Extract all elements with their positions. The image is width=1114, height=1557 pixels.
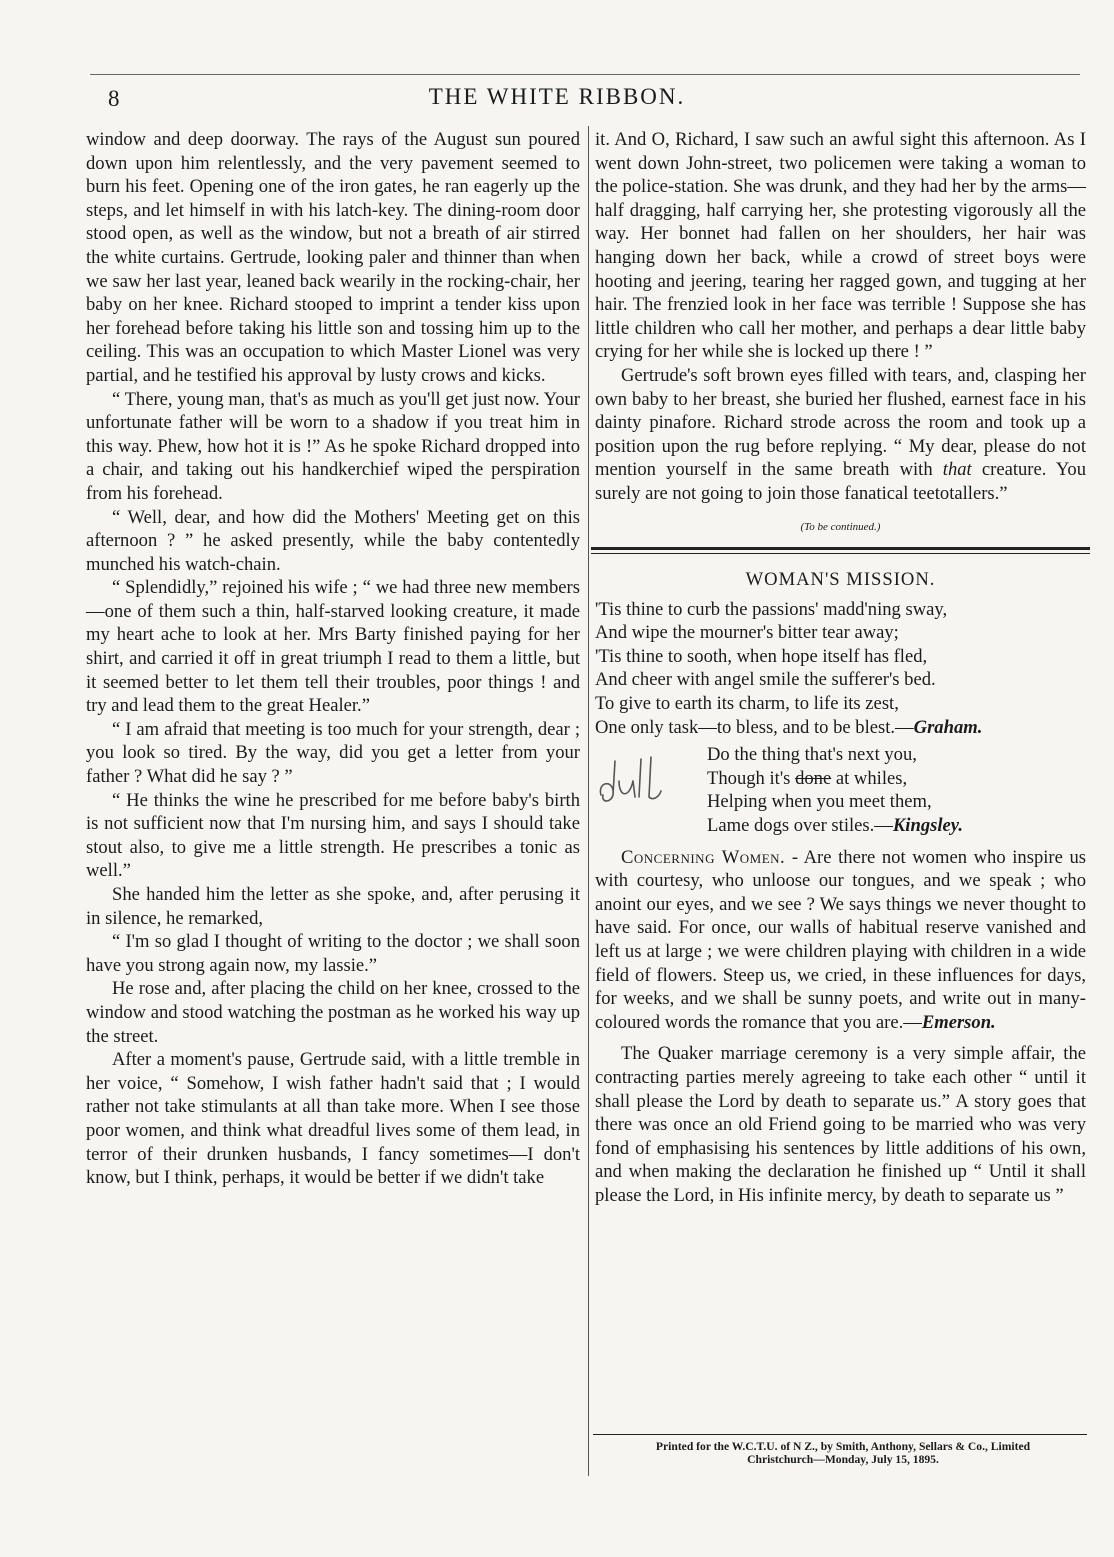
- verse-line-text: Lame dogs over stiles.—: [707, 815, 893, 837]
- emerson-attribution: Emerson.: [921, 1011, 996, 1033]
- paragraph-text-end: creature. You surely are not going to join those fanatical teetotallers.”: [595, 459, 1087, 504]
- struck-word: done: [795, 767, 832, 789]
- quaker-paragraph: The Quaker marriage ceremony is a very simple affair, the contracting parties merely agreeing to take each other “ until it shall please the Lord by death to separate us.” A story goes that there was once an old Friend going to be married who was very fond of emphasising his sentences by little additions of his own, and when making the declaration he finished up “ Until it shall please the Lord, in His infinite mercy, by death to separate us ”: [595, 1043, 1086, 1206]
- verse-line: [707, 814, 1086, 838]
- poem-line-text: One only task—to bless, and to be blest.—: [595, 716, 914, 738]
- poem-title: WOMAN'S MISSION.: [745, 569, 936, 591]
- verse-kingsley: [707, 743, 1086, 837]
- imprint-line-1: Printed for the W.C.T.U. of N Z., by Smith, Anthony, Sellars & Co., Limited: [655, 1440, 1031, 1453]
- paragraph: After a moment's pause, Gertrude said, with a little tremble in her voice, “ Somehow, I wish father hadn't said that ; I would rather not take stimulants at all than take more. When I see those poor women, and think what dreadful lives some of them lead, in terror of their drunken husbands, I fancy sometimes—I don't know, but I think, perhaps, it would be better if we didn't take: [86, 1049, 580, 1189]
- paragraph: “ There, young man, that's as much as you'll get just now. Your unfortunate father will be worn to a shadow if you treat him in this way. Phew, how hot it is !” As he spoke Richard dropped into a chair, and taking out his handkerchief wiped the perspiration from his forehead.: [86, 388, 580, 504]
- to-be-continued: (To be continued.): [800, 520, 881, 533]
- paragraph: “ Splendidly,” rejoined his wife ; “ we had three new members—one of them such a thin, half-starved looking creature, it made my heart ache to look at her. Mrs Barty finished paying for her shirt, and carried it off in great triumph I read to them a little, but it seemed better to let them tell their troubles, poor things ! and try and lead them to the great Healer.”: [86, 577, 580, 717]
- poem-attribution: Graham.: [913, 716, 983, 738]
- section-divider: [591, 547, 1090, 554]
- verse-line: Do the thing that's next you,: [707, 744, 917, 766]
- right-column: [595, 128, 1086, 1208]
- left-column: [86, 128, 580, 1190]
- paragraph: [595, 364, 1086, 506]
- column-divider: [588, 126, 589, 1476]
- poem-line: [595, 716, 1086, 740]
- imprint-line-2: Christchurch—Monday, July 15, 1895.: [747, 1453, 939, 1466]
- poem: [595, 598, 1086, 740]
- paragraph-text: Gertrude's soft brown eyes filled with tears, and, clasping her own baby to her breast, she buried her flushed, earnest face in his dainty pinafore. Richard strode across the room and took up a position upon the rug before replying. “ My dear, please do not mention yourself in the same breath with: [595, 364, 1086, 481]
- paragraph: “ Well, dear, and how did the Mothers' Meeting get on this afternoon ? ” he asked presently, while the baby contentedly munched his watch-chain.: [86, 506, 580, 575]
- poem-line: To give to earth its charm, to life its zest,: [595, 693, 899, 715]
- concerning-women-text: - Are there not women who inspire us with courtesy, who unloose our tongues, and we speak ; who anoint our eyes, and we see ? We says things we never thought to have said. For once, our walls of habitual reserve vanished and left us at large ; we were children playing with children in a wide field of flowers. Steep us, we cried, in these influences for days, for weeks, and we shall be sunny poets, and write out in many-coloured words the romance that you are.—: [595, 846, 1086, 1033]
- paragraph: “ I am afraid that meeting is too much for your strength, dear ; you look so tired. By the way, did you get a letter from your father ? What did he say ? ”: [86, 718, 580, 788]
- concerning-women-heading: Concerning Women.: [621, 846, 786, 868]
- masthead-title: THE WHITE RIBBON.: [428, 84, 686, 109]
- paragraph: window and deep doorway. The rays of the August sun poured down upon him relentlessly, and the very pavement seemed to burn his feet. Opening one of the iron gates, he ran eagerly up the steps, and let himself in with his latch-key. The dining-room door stood open, as well as the window, but not a breath of air stirred the white curtains. Gertrude, looking paler and thinner than when we saw her last year, leaned back wearily in the rocking-chair, her baby on her knee. Richard stooped to imprint a tender kiss upon her forehead before taking his little son and tossing him up to the ceiling. This was an occupation to which Master Lionel was very partial, and he testified his approval by lusty crows and kicks.: [86, 129, 580, 386]
- page-number: 8: [108, 86, 120, 111]
- paragraph: She handed him the letter as she spoke, and, after perusing it in silence, he remarked,: [86, 884, 580, 929]
- verse-attribution: Kingsley.: [892, 815, 963, 837]
- emphasis-word: that: [942, 459, 972, 481]
- poem-line: 'Tis thine to sooth, when hope itself has fled,: [595, 645, 928, 667]
- concerning-women-paragraph: [595, 846, 1086, 1035]
- poem-line: And wipe the mourner's bitter tear away;: [595, 622, 899, 644]
- paragraph: He rose and, after placing the child on her knee, crossed to the window and stood watching the postman as he worked his way up the street.: [86, 978, 580, 1047]
- paragraph: “ He thinks the wine he prescribed for me before baby's birth is not sufficient now that I'm nursing him, and says I should take stout also, to give me a little strength. He prescribes a tonic as well.”: [86, 789, 580, 882]
- verse-line: Helping when you meet them,: [707, 791, 932, 813]
- imprint-rule: [593, 1434, 1087, 1435]
- header-rule: [90, 74, 1080, 75]
- imprint: [597, 1440, 1089, 1466]
- poem-line: And cheer with angel smile the sufferer's bed.: [595, 669, 936, 691]
- paragraph: it. And O, Richard, I saw such an awful sight this afternoon. As I went down John-street, two policemen were taking a woman to the police-station. She was drunk, and they had her by the arms—half dragging, half carrying her, she protesting vigorously all the way. Her bonnet had fallen on her shoulders, her hair was hanging down her back, while a crowd of street boys were hooting and jeering, tearing her ragged gown, and tugging at her hair. The frenzied look in her face was terrible ! Suppose she has little children who call her mother, and perhaps a dear little baby crying for her while she is locked up there ! ”: [595, 129, 1086, 363]
- paragraph: “ I'm so glad I thought of writing to the doctor ; we shall soon have you strong again now, my lassie.”: [86, 931, 580, 976]
- handwritten-note-dull: [595, 751, 705, 811]
- verse-line: Though it's done at whiles,: [707, 767, 908, 789]
- poem-line: 'Tis thine to curb the passions' madd'ning sway,: [595, 598, 948, 620]
